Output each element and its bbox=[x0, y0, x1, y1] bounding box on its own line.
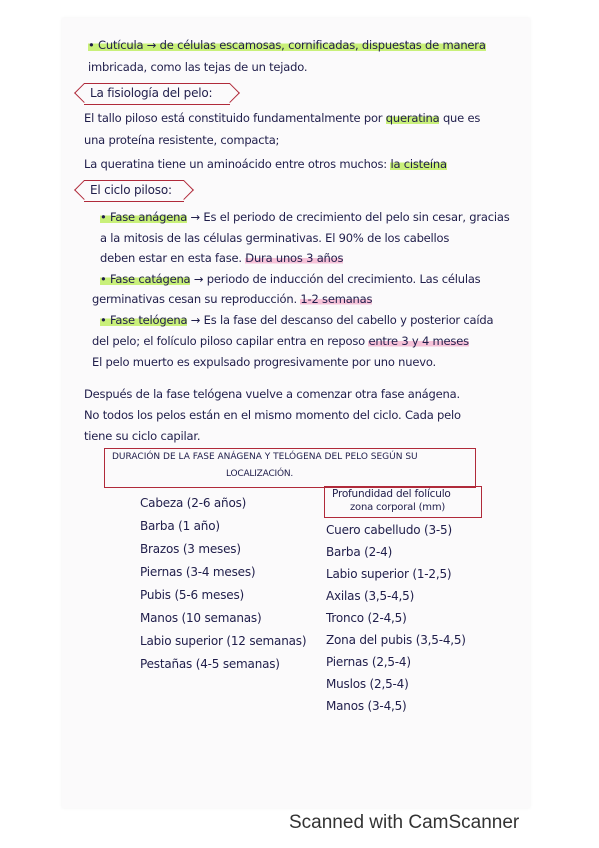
note-line: una proteína resistente, compacta; bbox=[84, 133, 280, 147]
list-item: Barba (2-4) bbox=[326, 545, 393, 559]
list-item: Pestañas (4-5 semanas) bbox=[140, 657, 280, 671]
phase-catagena bbox=[100, 272, 480, 286]
list-item: Cuero cabelludo (3-5) bbox=[326, 523, 452, 537]
list-item: Piernas (2,5-4) bbox=[326, 655, 411, 669]
phase-label: • Fase telógena bbox=[100, 313, 188, 327]
text: La queratina tiene un aminoácido entre otros muchos: bbox=[84, 157, 387, 171]
phase-telogena bbox=[100, 313, 493, 327]
list-item: Cabeza (2-6 años) bbox=[140, 496, 247, 510]
note-line bbox=[84, 157, 447, 171]
text: → Es el periodo de crecimiento del pelo sin cesar, gracias bbox=[190, 210, 510, 224]
note-line: imbricada, como las tejas de un tejado. bbox=[88, 60, 308, 74]
text: que es bbox=[442, 111, 481, 125]
list-item: Labio superior (12 semanas) bbox=[140, 634, 307, 648]
list-item: Brazos (3 meses) bbox=[140, 542, 241, 556]
text: germinativas cesan su reproducción. bbox=[92, 292, 297, 306]
list-item: Muslos (2,5-4) bbox=[326, 677, 409, 691]
text: del pelo; el folículo piloso capilar entra en reposo bbox=[92, 334, 365, 348]
note-line bbox=[92, 334, 469, 348]
phase-label: • Fase catágena bbox=[100, 272, 191, 286]
list-item: Pubis (5-6 meses) bbox=[140, 588, 244, 602]
text: → periodo de inducción del crecimiento. Las células bbox=[193, 272, 481, 286]
list-item: Axilas (3,5-4,5) bbox=[326, 589, 415, 603]
table-title: DURACIÓN DE LA FASE ANÁGENA Y TELÓGENA DEL PELO SEGÚN SU bbox=[112, 452, 418, 462]
list-item: Tronco (2-4,5) bbox=[326, 611, 407, 625]
highlight-duration: 1-2 semanas bbox=[300, 292, 373, 306]
note-line: tiene su ciclo capilar. bbox=[84, 429, 201, 443]
section-heading-ciclo: El ciclo piloso: bbox=[90, 183, 172, 197]
phase-anagena bbox=[100, 210, 510, 224]
table-title: LOCALIZACIÓN. bbox=[226, 469, 294, 479]
note-line: No todos los pelos están en el mismo momento del ciclo. Cada pelo bbox=[84, 408, 461, 422]
list-item: Manos (10 semanas) bbox=[140, 611, 262, 625]
note-line bbox=[92, 292, 372, 306]
note-line bbox=[84, 111, 480, 125]
note-line bbox=[88, 38, 486, 52]
note-line: El pelo muerto es expulsado progresivamente por uno nuevo. bbox=[92, 355, 436, 369]
note-line bbox=[100, 251, 343, 265]
text: deben estar en esta fase. bbox=[100, 251, 242, 265]
depth-header: zona corporal (mm) bbox=[350, 502, 446, 513]
highlight: • Cutícula → de células escamosas, cornificadas, dispuestas de manera bbox=[88, 38, 486, 52]
list-item: Piernas (3-4 meses) bbox=[140, 565, 256, 579]
highlight-keratina: queratina bbox=[385, 111, 440, 125]
text: → Es la fase del descanso del cabello y posterior caída bbox=[190, 313, 494, 327]
phase-label: • Fase anágena bbox=[100, 210, 188, 224]
note-line: Después de la fase telógena vuelve a comenzar otra fase anágena. bbox=[84, 387, 460, 401]
list-item: Zona del pubis (3,5-4,5) bbox=[326, 633, 466, 647]
highlight-duration: entre 3 y 4 meses bbox=[368, 334, 469, 348]
note-line: a la mitosis de las células germinativas. El 90% de los cabellos bbox=[100, 231, 450, 245]
list-item: Labio superior (1-2,5) bbox=[326, 567, 452, 581]
list-item: Barba (1 año) bbox=[140, 519, 220, 533]
text: El tallo piloso está constituido fundamentalmente por bbox=[84, 111, 383, 125]
highlight-cisteina: la cisteína bbox=[390, 157, 447, 171]
highlight-duration: Dura unos 3 años bbox=[245, 251, 344, 265]
section-heading-fisiologia: La fisiología del pelo: bbox=[90, 86, 213, 100]
list-item: Manos (3-4,5) bbox=[326, 699, 407, 713]
scanner-watermark: Scanned with CamScanner bbox=[289, 812, 520, 833]
depth-header: Profundidad del folículo bbox=[332, 488, 451, 500]
